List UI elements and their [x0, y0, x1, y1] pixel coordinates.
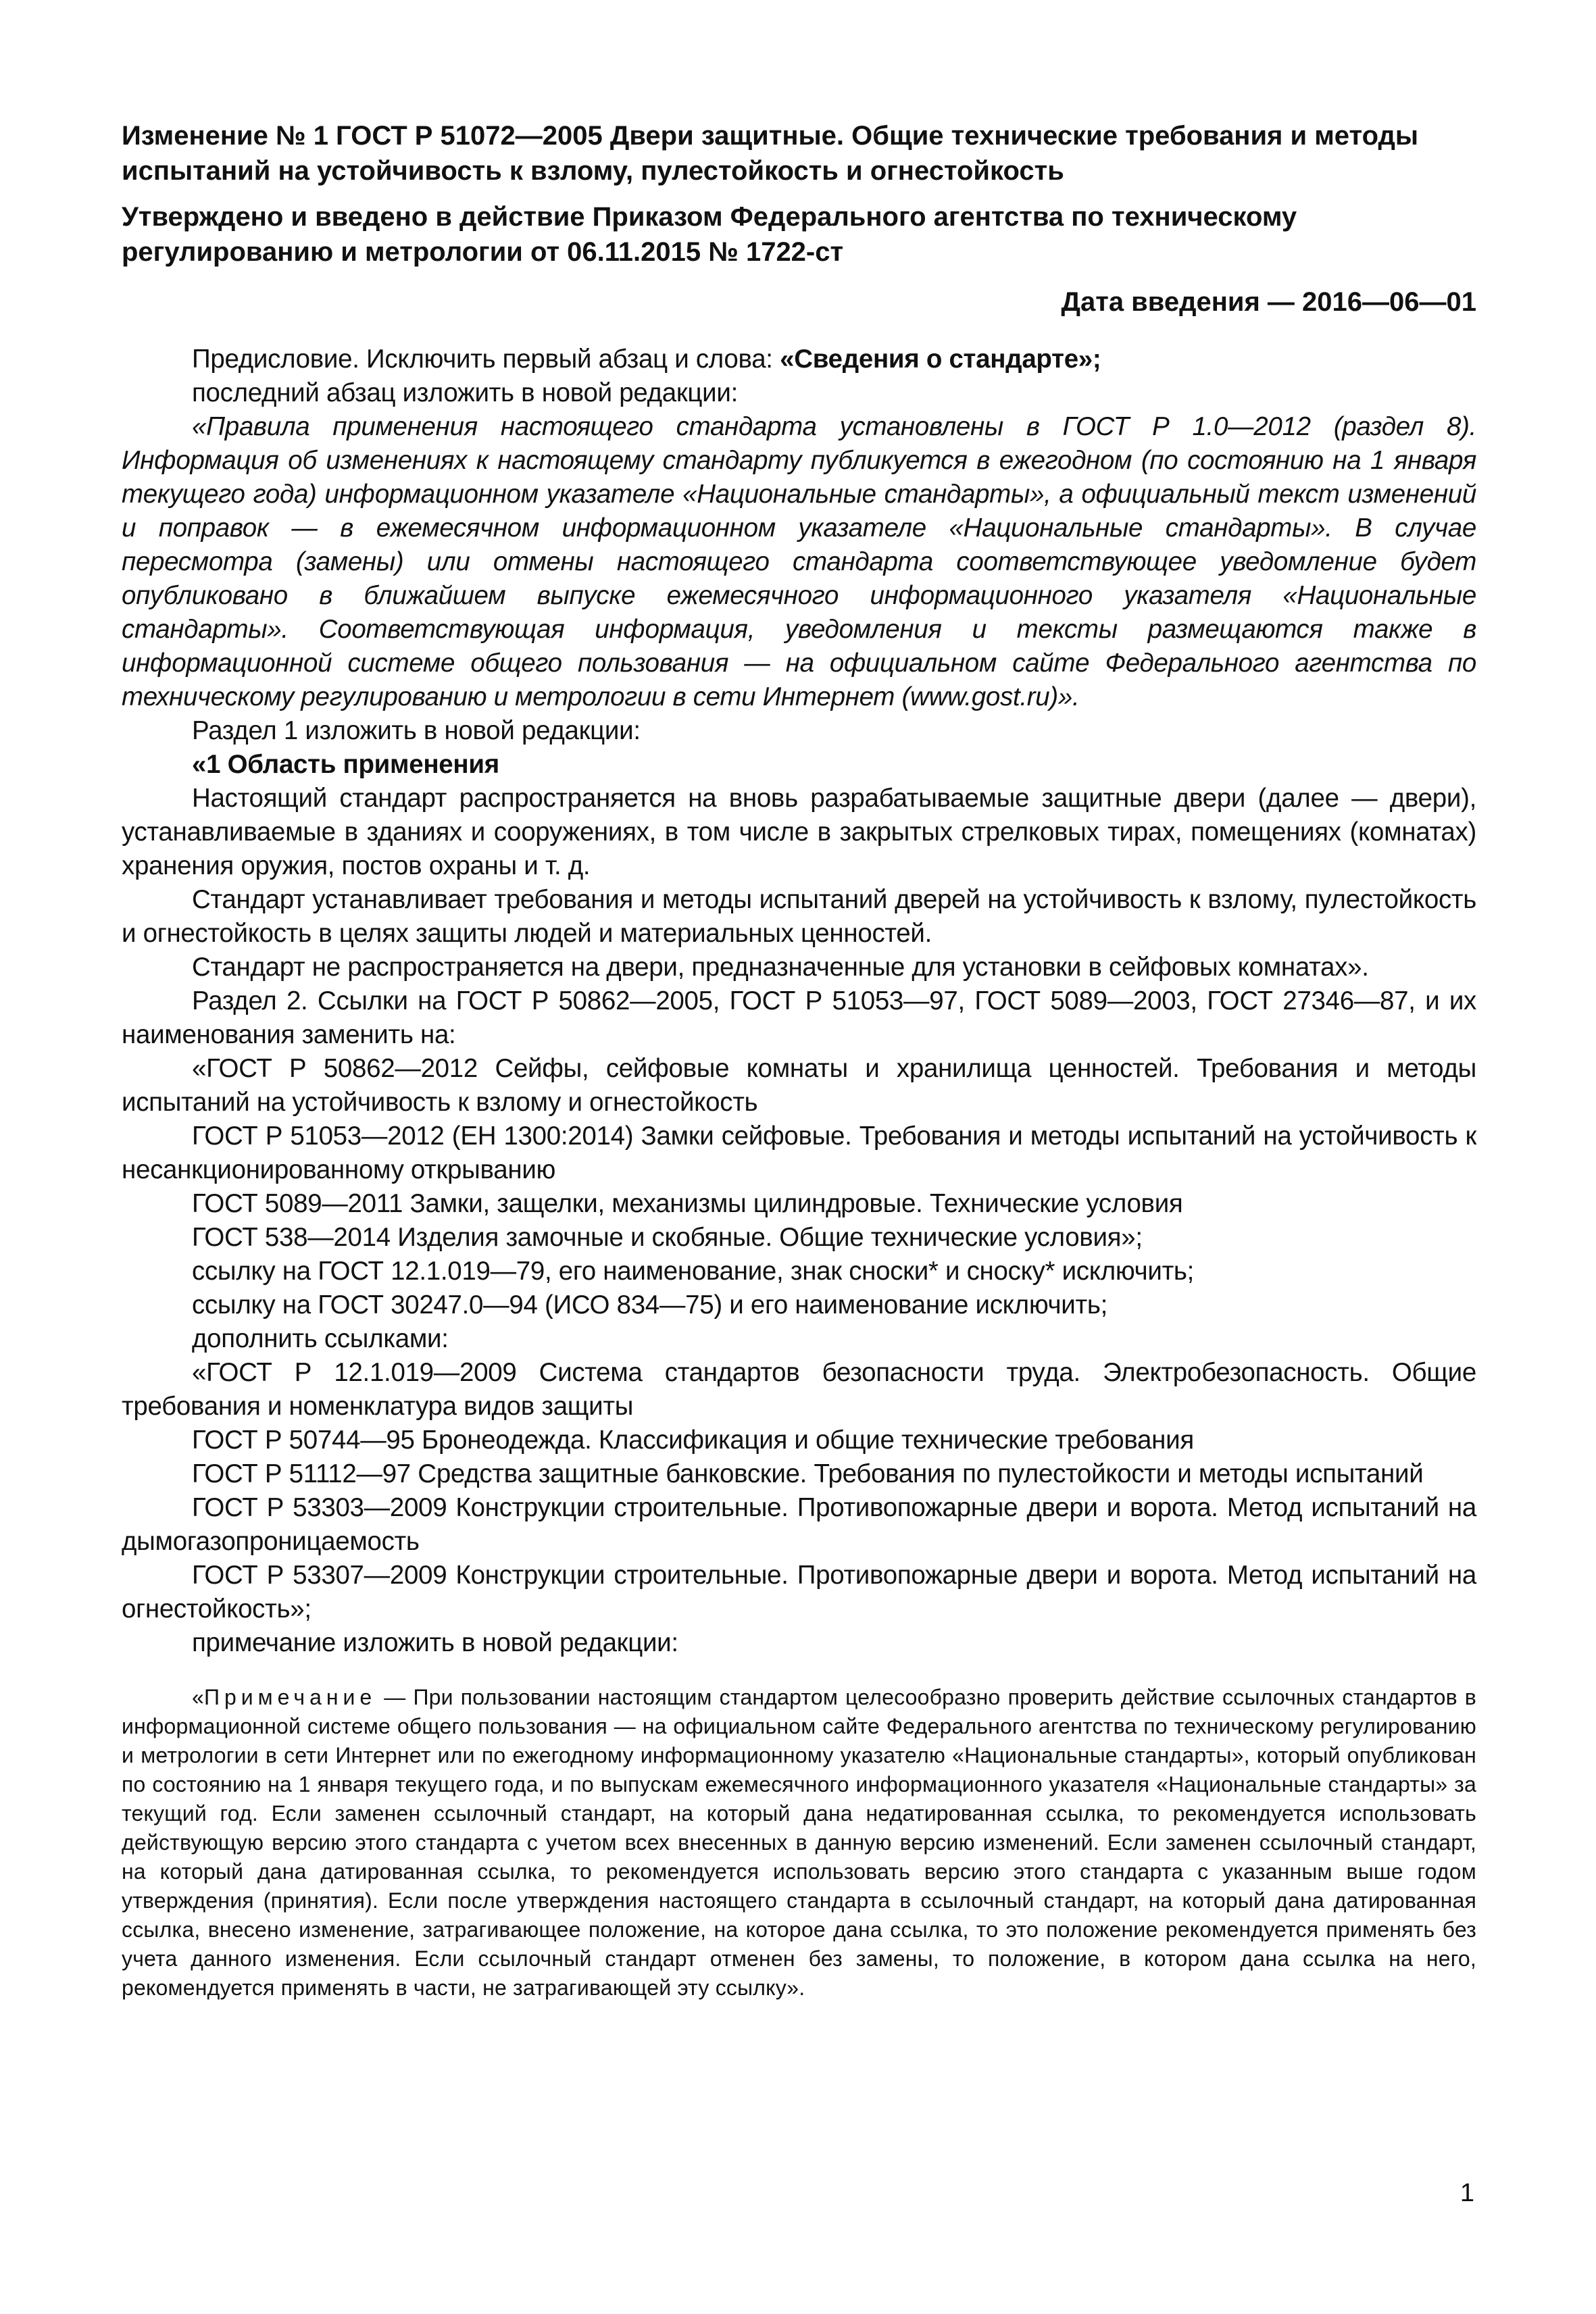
paragraph: ссылку на ГОСТ 12.1.019—79, его наименование, знак сноски* и сноску* исключить; [192, 1257, 1195, 1286]
paragraph: Настоящий стандарт распространяется на вновь разрабатываемые защитные двери (далее — двери), устанавливаемые в зданиях и сооружениях, в том числе в закрытых стрелковых тирах, помещениях (комнатах) хранения оружия, постов охраны и т. д. [122, 784, 1476, 880]
paragraph: последний абзац изложить в новой редакции: [192, 378, 738, 407]
reference-item: ГОСТ 538—2014 Изделия замочные и скобяные. Общие технические условия»; [192, 1223, 1143, 1252]
effective-date: Дата введения — 2016—06—01 [1061, 287, 1476, 317]
paragraph: Стандарт не распространяется на двери, предназначенные для установки в сейфовых комнатах». [192, 953, 1369, 982]
paragraph-preface [122, 343, 1476, 376]
preface-bold-text: «Сведения о стандарте»; [780, 345, 1101, 374]
reference-item: ГОСТ Р 53303—2009 Конструкции строительные. Противопожарные двери и ворота. Метод испытаний на дымогазопроницаемость [122, 1493, 1476, 1556]
reference-item: ГОСТ Р 50744—95 Бронеодежда. Классификация и общие технические требования [192, 1426, 1194, 1455]
reference-item: ГОСТ 5089—2011 Замки, защелки, механизмы цилиндровые. Технические условия [192, 1189, 1183, 1218]
page-number: 1 [1460, 2179, 1474, 2207]
paragraph-italic-quote: «Правила применения настоящего стандарта установлены в ГОСТ Р 1.0—2012 (раздел 8). Информация об изменениях к настоящему стандарту публикуется в ежегодном (по состоянию на 1 января текущего года) информационном указателе «Национальные стандарты», а официальный текст изменений и поправок — в ежемесячном информационном указателе «Национальные стандарты». В случае пересмотра (замены) или отмены настоящего стандарта соответствующее уведомление будет опубликовано в ближайшем выпуске ежемесячного информационного указателя «Национальные стандарты». Соответствующая информация, уведомления и тексты размещаются также в информационной системе общего пользования — на официальном сайте Федерального агентства по техническому регулированию и метрологии в сети Интернет (www.gost.ru)». [122, 412, 1476, 711]
paragraph: Раздел 2. Ссылки на ГОСТ Р 50862—2005, ГОСТ Р 51053—97, ГОСТ 5089—2003, ГОСТ 27346—87, и их наименования заменить на: [122, 986, 1476, 1049]
document-page [122, 118, 1476, 2003]
note-lead: « [192, 1685, 204, 1709]
paragraph: Раздел 1 изложить в новой редакции: [192, 716, 641, 745]
approval-statement: Утверждено и введено в действие Приказом Федерального агентства по техническому регулированию и метрологии от 06.11.2015 № 1722-ст [122, 202, 1297, 267]
document-title: Изменение № 1 ГОСТ Р 51072—2005 Двери защитные. Общие технические требования и методы испытаний на устойчивость к взлому, пулестойкость и огнестойкость [122, 121, 1419, 186]
paragraph: ссылку на ГОСТ 30247.0—94 (ИСО 834—75) и его наименование исключить; [192, 1290, 1107, 1319]
paragraph: Стандарт устанавливает требования и методы испытаний дверей на устойчивость к взлому, пулестойкость и огнестойкость в целях защиты людей и материальных ценностей. [122, 885, 1476, 948]
paragraph: дополнить ссылками: [192, 1324, 449, 1353]
reference-item: ГОСТ Р 53307—2009 Конструкции строительные. Противопожарные двери и ворота. Метод испытаний на огнестойкость»; [122, 1561, 1476, 1624]
document-body [122, 343, 1476, 2003]
reference-item: ГОСТ Р 51112—97 Средства защитные банковские. Требования по пулестойкости и методы испытаний [192, 1459, 1424, 1488]
reference-item: «ГОСТ Р 12.1.019—2009 Система стандартов безопасности труда. Электробезопасность. Общие требования и номенклатура видов защиты [122, 1358, 1476, 1421]
note-paragraph [122, 1683, 1476, 2003]
preface-text: Предисловие. Исключить первый абзац и слова: [192, 345, 780, 374]
section-heading: «1 Область применения [192, 750, 499, 779]
note-label: Примечание [204, 1685, 377, 1709]
paragraph: примечание изложить в новой редакции: [192, 1628, 678, 1657]
reference-item: ГОСТ Р 51053—2012 (ЕН 1300:2014) Замки сейфовые. Требования и методы испытаний на устойчивость к несанкционированному открыванию [122, 1122, 1476, 1184]
note-text: — При пользовании настоящим стандартом целесообразно проверить действие ссылочных стандартов в информационной системе общего пользования — на официальном сайте Федерального агентства по техническому регулированию и метрологии в сети Интернет или по ежегодному информационному указателю «Национальные стандарты», который опубликован по состоянию на 1 января текущего года, и по выпускам ежемесячного информационного указателя «Национальные стандарты» за текущий год. Если заменен ссылочный стандарт, на который дана недатированная ссылка, то рекомендуется использовать действующую версию этого стандарта с учетом всех внесенных в данную версию изменений. Если заменен ссылочный стандарт, на который дана датированная ссылка, то рекомендуется использовать версию этого стандарта с указанным выше годом утверждения (принятия). Если после утверждения настоящего стандарта в ссылочный стандарт, на который дана датированная ссылка, внесено изменение, затрагивающее положение, на которое дана ссылка, то это положение рекомендуется применять без учета данного изменения. Если ссылочный стандарт отменен без замены, то положение, в котором дана ссылка на него, рекомендуется применять в части, не затрагивающей эту ссылку». [122, 1685, 1476, 2000]
reference-item: «ГОСТ Р 50862—2012 Сейфы, сейфовые комнаты и хранилища ценностей. Требования и методы испытаний на устойчивость к взлому и огнестойкость [122, 1054, 1476, 1117]
